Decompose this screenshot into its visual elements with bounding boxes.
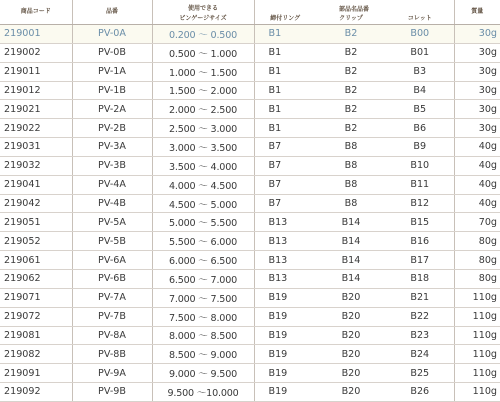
collet-part-cell: B16 (386, 232, 454, 251)
product-code-cell: 219001 (0, 25, 72, 44)
mass-cell: 80g (454, 269, 500, 288)
mass-cell: 40g (454, 194, 500, 213)
product-code-cell: 219041 (0, 175, 72, 194)
header-range-line1: 使用できる (152, 0, 254, 13)
table-header (0, 0, 500, 25)
part-number-cell: PV-5A (72, 213, 152, 232)
ring-part-cell: B19 (254, 345, 316, 364)
clip-part-cell: B20 (316, 345, 386, 364)
pin-gauge-range-cell: 3.500 ～ 4.000 (152, 156, 254, 175)
mass-cell: 110g (454, 383, 500, 402)
part-number-cell: PV-4A (72, 175, 152, 194)
table-row (0, 100, 500, 119)
table-body (0, 25, 500, 402)
product-code-cell: 219062 (0, 269, 72, 288)
table-row (0, 43, 500, 62)
clip-part-cell: B14 (316, 213, 386, 232)
part-number-cell: PV-9A (72, 364, 152, 383)
mass-cell: 30g (454, 100, 500, 119)
table-row (0, 81, 500, 100)
mass-cell: 70g (454, 213, 500, 232)
pin-gauge-range-cell: 9.500 ～10.000 (152, 383, 254, 402)
clip-part-cell: B14 (316, 232, 386, 251)
table-row (0, 232, 500, 251)
collet-part-cell: B22 (386, 307, 454, 326)
mass-cell: 110g (454, 345, 500, 364)
part-number-cell: PV-7A (72, 288, 152, 307)
collet-part-cell: B11 (386, 175, 454, 194)
ring-part-cell: B1 (254, 100, 316, 119)
product-code-cell: 219071 (0, 288, 72, 307)
part-number-cell: PV-9B (72, 383, 152, 402)
mass-cell: 110g (454, 307, 500, 326)
part-number-cell: PV-1B (72, 81, 152, 100)
table-row (0, 213, 500, 232)
table-row (0, 194, 500, 213)
part-number-cell: PV-6A (72, 251, 152, 270)
pin-gauge-range-cell: 4.000 ～ 4.500 (152, 175, 254, 194)
product-code-cell: 219032 (0, 156, 72, 175)
collet-part-cell: B26 (386, 383, 454, 402)
part-number-cell: PV-0A (72, 25, 152, 44)
product-code-cell: 219082 (0, 345, 72, 364)
product-code-cell: 219021 (0, 100, 72, 119)
table-row (0, 345, 500, 364)
table-row (0, 251, 500, 270)
ring-part-cell: B1 (254, 25, 316, 44)
part-number-cell: PV-2A (72, 100, 152, 119)
part-number-cell: PV-4B (72, 194, 152, 213)
table-row (0, 288, 500, 307)
ring-part-cell: B1 (254, 119, 316, 138)
clip-part-cell: B20 (316, 288, 386, 307)
product-code-cell: 219031 (0, 138, 72, 157)
mass-cell: 30g (454, 25, 500, 44)
clip-part-cell: B20 (316, 307, 386, 326)
clip-part-cell: B14 (316, 269, 386, 288)
ring-part-cell: B7 (254, 156, 316, 175)
product-code-cell: 219042 (0, 194, 72, 213)
clip-part-cell: B20 (316, 364, 386, 383)
table-row (0, 156, 500, 175)
part-number-cell: PV-8A (72, 326, 152, 345)
pin-gauge-range-cell: 8.500 ～ 9.000 (152, 345, 254, 364)
collet-part-cell: B10 (386, 156, 454, 175)
clip-part-cell: B2 (316, 100, 386, 119)
part-number-cell: PV-7B (72, 307, 152, 326)
header-product-code: 商品コード (0, 0, 72, 25)
clip-part-cell: B8 (316, 138, 386, 157)
mass-cell: 40g (454, 138, 500, 157)
pin-gauge-range-cell: 7.500 ～ 8.000 (152, 307, 254, 326)
collet-part-cell: B9 (386, 138, 454, 157)
clip-part-cell: B20 (316, 326, 386, 345)
header-mass: 質量 (454, 0, 500, 25)
collet-part-cell: B6 (386, 119, 454, 138)
ring-part-cell: B19 (254, 326, 316, 345)
product-code-cell: 219092 (0, 383, 72, 402)
table-row (0, 175, 500, 194)
product-code-cell: 219061 (0, 251, 72, 270)
collet-part-cell: B18 (386, 269, 454, 288)
ring-part-cell: B13 (254, 213, 316, 232)
product-code-cell: 219051 (0, 213, 72, 232)
part-number-cell: PV-8B (72, 345, 152, 364)
pin-gauge-range-cell: 9.000 ～ 9.500 (152, 364, 254, 383)
clip-part-cell: B20 (316, 383, 386, 402)
pin-gauge-range-cell: 6.500 ～ 7.000 (152, 269, 254, 288)
clip-part-cell: B2 (316, 119, 386, 138)
header-components-group: 部品名品番 (254, 0, 454, 13)
ring-part-cell: B7 (254, 138, 316, 157)
collet-part-cell: B3 (386, 62, 454, 81)
ring-part-cell: B1 (254, 62, 316, 81)
mass-cell: 30g (454, 43, 500, 62)
pin-gauge-range-cell: 2.000 ～ 2.500 (152, 100, 254, 119)
ring-part-cell: B19 (254, 383, 316, 402)
pin-gauge-range-cell: 1.000 ～ 1.500 (152, 62, 254, 81)
clip-part-cell: B8 (316, 194, 386, 213)
part-number-cell: PV-3A (72, 138, 152, 157)
ring-part-cell: B19 (254, 364, 316, 383)
pin-gauge-range-cell: 8.000 ～ 8.500 (152, 326, 254, 345)
collet-part-cell: B4 (386, 81, 454, 100)
collet-part-cell: B12 (386, 194, 454, 213)
mass-cell: 80g (454, 232, 500, 251)
ring-part-cell: B1 (254, 81, 316, 100)
ring-part-cell: B13 (254, 269, 316, 288)
clip-part-cell: B8 (316, 175, 386, 194)
clip-part-cell: B2 (316, 62, 386, 81)
clip-part-cell: B14 (316, 251, 386, 270)
mass-cell: 110g (454, 364, 500, 383)
table-row (0, 269, 500, 288)
part-number-cell: PV-6B (72, 269, 152, 288)
collet-part-cell: B01 (386, 43, 454, 62)
ring-part-cell: B1 (254, 43, 316, 62)
ring-part-cell: B19 (254, 307, 316, 326)
collet-part-cell: B25 (386, 364, 454, 383)
mass-cell: 30g (454, 119, 500, 138)
collet-part-cell: B00 (386, 25, 454, 44)
pin-gauge-range-cell: 5.000 ～ 5.500 (152, 213, 254, 232)
pin-gauge-range-cell: 6.000 ～ 6.500 (152, 251, 254, 270)
pin-gauge-range-cell: 4.500 ～ 5.000 (152, 194, 254, 213)
table-row (0, 383, 500, 402)
pin-gauge-range-cell: 7.000 ～ 7.500 (152, 288, 254, 307)
part-number-cell: PV-0B (72, 43, 152, 62)
ring-part-cell: B19 (254, 288, 316, 307)
mass-cell: 80g (454, 251, 500, 270)
product-code-cell: 219022 (0, 119, 72, 138)
pin-gauge-range-cell: 0.500 ～ 1.000 (152, 43, 254, 62)
part-number-cell: PV-2B (72, 119, 152, 138)
pin-gauge-range-cell: 5.500 ～ 6.000 (152, 232, 254, 251)
ring-part-cell: B13 (254, 232, 316, 251)
header-range-line2: ピンゲージサイズ (152, 13, 254, 25)
clip-part-cell: B8 (316, 156, 386, 175)
header-part-number: 品番 (72, 0, 152, 25)
mass-cell: 110g (454, 326, 500, 345)
mass-cell: 40g (454, 175, 500, 194)
part-number-cell: PV-3B (72, 156, 152, 175)
collet-part-cell: B15 (386, 213, 454, 232)
clip-part-cell: B2 (316, 81, 386, 100)
pin-gauge-range-cell: 0.200 ～ 0.500 (152, 25, 254, 44)
collet-part-cell: B17 (386, 251, 454, 270)
ring-part-cell: B7 (254, 194, 316, 213)
mass-cell: 110g (454, 288, 500, 307)
table-row (0, 62, 500, 81)
collet-part-cell: B21 (386, 288, 454, 307)
collet-part-cell: B23 (386, 326, 454, 345)
part-number-cell: PV-5B (72, 232, 152, 251)
ring-part-cell: B7 (254, 175, 316, 194)
mass-cell: 30g (454, 62, 500, 81)
part-number-cell: PV-1A (72, 62, 152, 81)
pin-gauge-range-cell: 2.500 ～ 3.000 (152, 119, 254, 138)
pin-gauge-range-cell: 1.500 ～ 2.000 (152, 81, 254, 100)
table-row (0, 25, 500, 44)
collet-part-cell: B5 (386, 100, 454, 119)
product-code-cell: 219072 (0, 307, 72, 326)
header-clip: クリップ (316, 13, 386, 25)
mass-cell: 40g (454, 156, 500, 175)
table-row (0, 307, 500, 326)
mass-cell: 30g (454, 81, 500, 100)
product-code-cell: 219081 (0, 326, 72, 345)
table-row (0, 119, 500, 138)
clip-part-cell: B2 (316, 43, 386, 62)
product-code-cell: 219002 (0, 43, 72, 62)
collet-part-cell: B24 (386, 345, 454, 364)
table-row (0, 138, 500, 157)
product-code-cell: 219052 (0, 232, 72, 251)
table-row (0, 364, 500, 383)
product-code-cell: 219011 (0, 62, 72, 81)
header-ring: 締付リング (254, 13, 316, 25)
clip-part-cell: B2 (316, 25, 386, 44)
ring-part-cell: B13 (254, 251, 316, 270)
pin-gauge-range-cell: 3.000 ～ 3.500 (152, 138, 254, 157)
header-collet: コレット (386, 13, 454, 25)
product-code-cell: 219091 (0, 364, 72, 383)
table-row (0, 326, 500, 345)
product-code-cell: 219012 (0, 81, 72, 100)
